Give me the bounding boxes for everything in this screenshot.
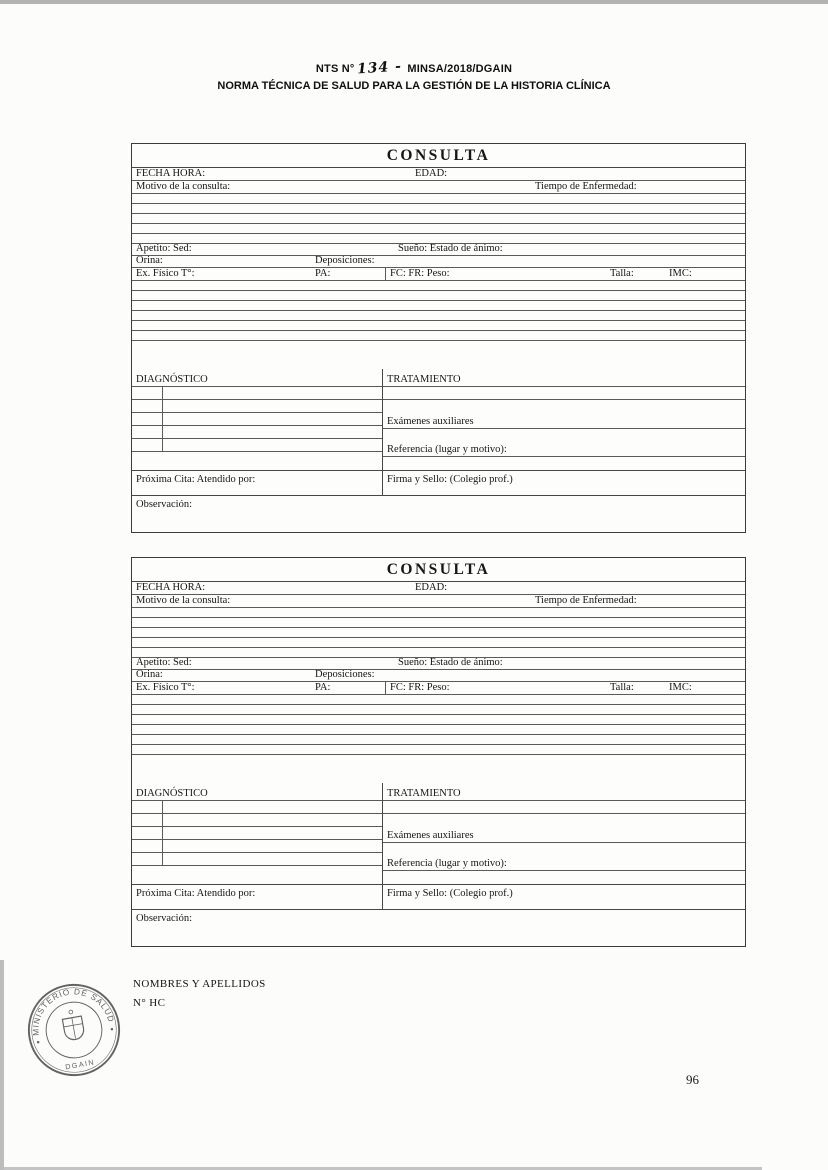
orina-label: Orina: bbox=[136, 255, 163, 266]
diagnostico-code-cell bbox=[132, 853, 163, 865]
ruled-line bbox=[132, 638, 745, 648]
ruled-line bbox=[132, 194, 745, 204]
ruled-line bbox=[132, 628, 745, 638]
diagnostico-blank-area bbox=[132, 866, 382, 884]
diagnostico-row bbox=[132, 426, 382, 439]
ruled-line bbox=[132, 725, 745, 735]
ruled-line bbox=[132, 301, 745, 311]
motivo-row bbox=[132, 181, 745, 194]
observacion-row bbox=[132, 910, 745, 946]
diagnostico-code-cell bbox=[132, 840, 163, 852]
tratamiento-column bbox=[383, 783, 745, 884]
fecha-edad-row bbox=[132, 582, 745, 595]
diagnostico-row bbox=[132, 853, 382, 866]
ruled-line bbox=[132, 214, 745, 224]
diagnostico-row bbox=[132, 801, 382, 814]
ruled-line bbox=[132, 705, 745, 715]
whitespace-gap bbox=[132, 755, 745, 783]
ruled-line bbox=[132, 321, 745, 331]
deposiciones-label: Deposiciones: bbox=[315, 669, 375, 680]
fc-fr-peso-label: FC: FR: Peso: bbox=[390, 682, 450, 693]
seal-emblem bbox=[61, 1008, 85, 1041]
motivo-consulta-label: Motivo de la consulta: bbox=[136, 181, 231, 192]
diagnostico-code-cell bbox=[132, 814, 163, 826]
consulta-form-block-1 bbox=[131, 143, 746, 533]
fecha-hora-label: FECHA HORA: bbox=[136, 582, 206, 593]
diagnostico-row bbox=[132, 439, 382, 452]
ruled-line bbox=[132, 735, 745, 745]
edad-label: EDAD: bbox=[415, 168, 448, 179]
ex-fisico-label: Ex. Físico T°: bbox=[136, 268, 195, 279]
diagnostico-column bbox=[132, 369, 383, 470]
observacion-row bbox=[132, 496, 745, 532]
ruled-line bbox=[132, 204, 745, 214]
deposiciones-label: Deposiciones: bbox=[315, 255, 375, 266]
column-divider-line bbox=[385, 268, 386, 281]
diagnostico-code-cell bbox=[132, 400, 163, 412]
diagnostico-header: DIAGNÓSTICO bbox=[132, 783, 382, 801]
tratamiento-header: TRATAMIENTO bbox=[383, 783, 745, 801]
imc-label: IMC: bbox=[669, 682, 692, 693]
ruled-line bbox=[132, 291, 745, 301]
proxima-cita-row bbox=[132, 471, 745, 496]
diagnostico-code-cell bbox=[132, 827, 163, 839]
scan-artifact-left-edge bbox=[0, 960, 4, 1170]
consulta-title: CONSULTA bbox=[132, 558, 745, 582]
diagnostico-blank-area bbox=[132, 452, 382, 470]
column-divider-line bbox=[385, 682, 386, 695]
ruled-line bbox=[132, 745, 745, 755]
nts-suffix: MINSA/2018/DGAIN bbox=[407, 63, 513, 75]
ministry-seal-stamp bbox=[18, 974, 129, 1085]
diagnostico-code-cell bbox=[132, 413, 163, 425]
orina-row bbox=[132, 670, 745, 682]
proxima-cita-label: Próxima Cita: Atendido por: bbox=[132, 885, 383, 909]
talla-label: Talla: bbox=[610, 268, 634, 279]
orina-row bbox=[132, 256, 745, 268]
ruled-line bbox=[132, 281, 745, 291]
diagnostico-row bbox=[132, 827, 382, 840]
edad-label: EDAD: bbox=[415, 582, 448, 593]
fecha-edad-row bbox=[132, 168, 745, 181]
seal-top-text: MINISTERIO DE SALUD bbox=[31, 987, 116, 1036]
nombres-apellidos-label: NOMBRES Y APELLIDOS bbox=[133, 978, 266, 990]
tratamiento-header: TRATAMIENTO bbox=[383, 369, 745, 387]
scan-artifact-top-edge bbox=[0, 0, 828, 4]
diagnostico-tratamiento-table bbox=[132, 783, 745, 885]
document-header bbox=[0, 60, 828, 92]
tiempo-enfermedad-label: Tiempo de Enfermedad: bbox=[535, 181, 637, 192]
firma-sello-label: Firma y Sello: (Colegio prof.) bbox=[387, 474, 513, 485]
diagnostico-row bbox=[132, 840, 382, 853]
consulta-form-block-2 bbox=[131, 557, 746, 947]
sueno-animo-label: Sueño: Estado de ánimo: bbox=[398, 657, 503, 668]
ruled-line bbox=[132, 715, 745, 725]
nts-prefix: NTS N° bbox=[315, 63, 355, 75]
examen-fisico-row bbox=[132, 682, 745, 695]
seal-bottom-text: DGAIN bbox=[64, 1057, 96, 1072]
seal-right-dot bbox=[110, 1028, 113, 1031]
diagnostico-column bbox=[132, 783, 383, 884]
pa-label: PA: bbox=[315, 268, 331, 279]
observacion-label: Observación: bbox=[136, 913, 192, 924]
document-title: NORMA TÉCNICA DE SALUD PARA LA GESTIÓN DE LA HISTORIA CLÍNICA bbox=[217, 80, 611, 92]
ruled-line bbox=[132, 608, 745, 618]
seal-left-dot bbox=[37, 1041, 40, 1044]
diagnostico-tratamiento-table bbox=[132, 369, 745, 471]
ruled-line bbox=[132, 695, 745, 705]
consulta-title: CONSULTA bbox=[132, 144, 745, 168]
tiempo-enfermedad-label: Tiempo de Enfermedad: bbox=[535, 595, 637, 606]
page-number: 96 bbox=[686, 1072, 699, 1087]
diagnostico-row bbox=[132, 400, 382, 413]
diagnostico-row bbox=[132, 814, 382, 827]
diagnostico-code-cell bbox=[132, 439, 163, 451]
diagnostico-header: DIAGNÓSTICO bbox=[132, 369, 382, 387]
apetito-row bbox=[132, 244, 745, 256]
tratamiento-column bbox=[383, 369, 745, 470]
ruled-line bbox=[132, 224, 745, 234]
orina-label: Orina: bbox=[136, 669, 163, 680]
tratamiento-blank-area bbox=[383, 457, 745, 470]
motivo-row bbox=[132, 595, 745, 608]
apetito-sed-label: Apetito: Sed: bbox=[136, 243, 192, 254]
tratamiento-blank-line bbox=[383, 387, 745, 400]
whitespace-gap bbox=[132, 341, 745, 369]
firma-sello-label: Firma y Sello: (Colegio prof.) bbox=[387, 888, 513, 899]
observacion-label: Observación: bbox=[136, 499, 192, 510]
ruled-line bbox=[132, 331, 745, 341]
tratamiento-blank-area bbox=[383, 871, 745, 884]
nts-handwritten-number: 134 - bbox=[355, 58, 402, 78]
imc-label: IMC: bbox=[669, 268, 692, 279]
nts-line bbox=[0, 60, 828, 76]
proxima-cita-label: Próxima Cita: Atendido por: bbox=[132, 471, 383, 495]
apetito-sed-label: Apetito: Sed: bbox=[136, 657, 192, 668]
motivo-consulta-label: Motivo de la consulta: bbox=[136, 595, 231, 606]
ruled-line bbox=[132, 311, 745, 321]
diagnostico-code-cell bbox=[132, 801, 163, 813]
referencia-label: Referencia (lugar y motivo): bbox=[383, 429, 745, 457]
examenes-auxiliares-label: Exámenes auxiliares bbox=[383, 814, 745, 843]
tratamiento-blank-line bbox=[383, 801, 745, 814]
ruled-line bbox=[132, 618, 745, 628]
diagnostico-row bbox=[132, 413, 382, 426]
ex-fisico-label: Ex. Físico T°: bbox=[136, 682, 195, 693]
talla-label: Talla: bbox=[610, 682, 634, 693]
proxima-cita-row bbox=[132, 885, 745, 910]
apetito-row bbox=[132, 658, 745, 670]
examen-fisico-row bbox=[132, 268, 745, 281]
sueno-animo-label: Sueño: Estado de ánimo: bbox=[398, 243, 503, 254]
examenes-auxiliares-label: Exámenes auxiliares bbox=[383, 400, 745, 429]
fecha-hora-label: FECHA HORA: bbox=[136, 168, 206, 179]
referencia-label: Referencia (lugar y motivo): bbox=[383, 843, 745, 871]
fc-fr-peso-label: FC: FR: Peso: bbox=[390, 268, 450, 279]
numero-hc-label: N° HC bbox=[133, 997, 166, 1009]
diagnostico-code-cell bbox=[132, 426, 163, 438]
diagnostico-row bbox=[132, 387, 382, 400]
pa-label: PA: bbox=[315, 682, 331, 693]
diagnostico-code-cell bbox=[132, 387, 163, 399]
